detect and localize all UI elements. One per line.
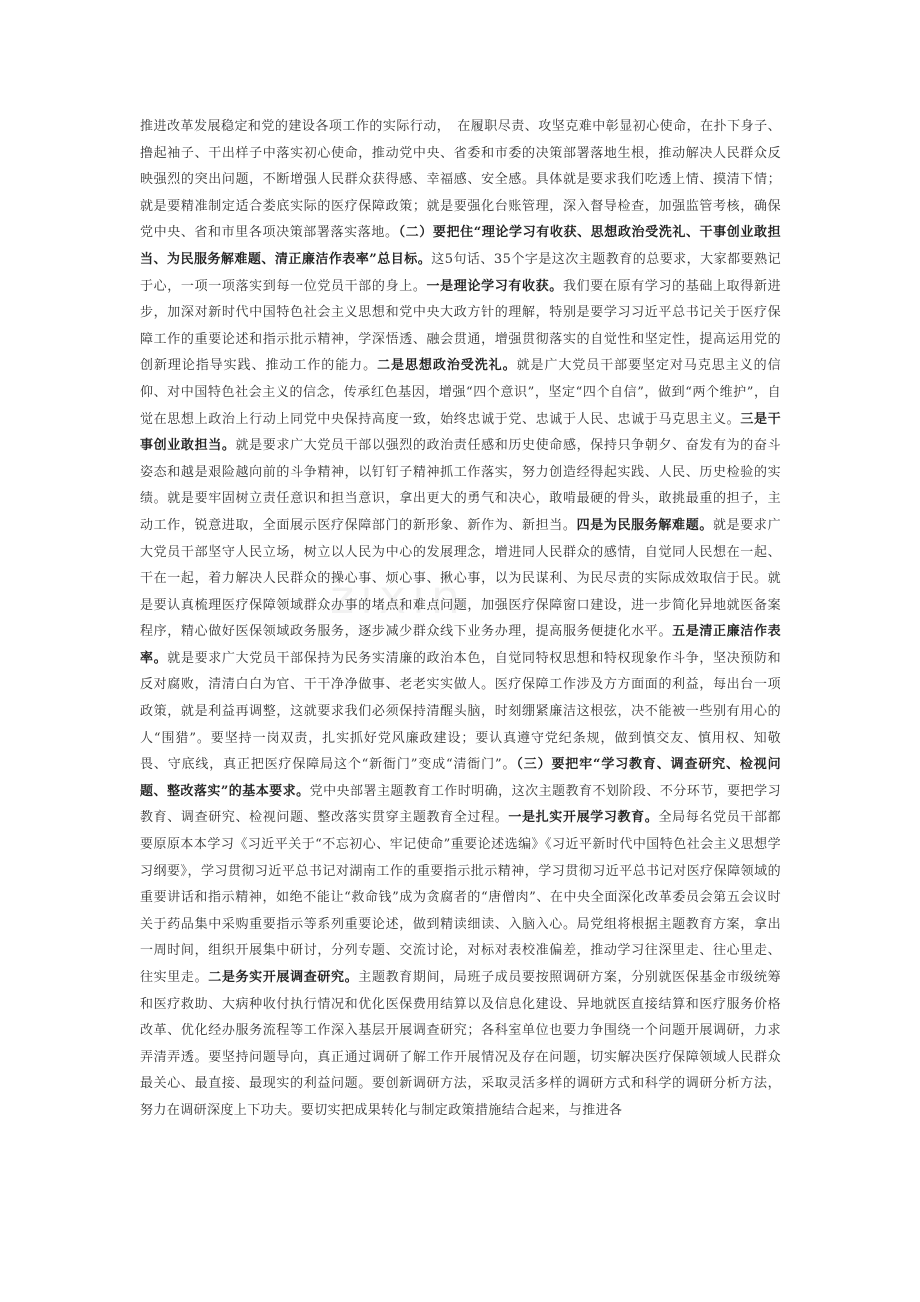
point-heading: 一是扎实开展学习教育。 [508,810,659,826]
point-heading: 三是干事创业敢担当。 [140,411,781,454]
body-text: 就是要求广大党员干部以强烈的政治责任感和历史使命感，保持只争朝夕、奋发有为的奋斗姿态和越是艰险越向前的斗争精神，以钉钉子精神抓工作落实，努力创造经得起实践、人民、历史检验的实绩。就是要牢固树立责任意识和担当意识，拿出更大的勇气和决心，敢啃最硬的骨头，敢挑最重的担子，主动工作，锐意进取，全面展示医疗保障部门的新形象、新作为、新担当。 [140,438,781,533]
body-paragraph [140,114,781,1125]
body-text: 就是要求广大党员干部坚守人民立场，树立以人民为中心的发展理念，增进同人民群众的感情，自觉同人民想在一起、干在一起，着力解决人民群众的操心事、烦心事、揪心事，以为民谋利、为民尽责的实际成效取信于民。就是要认真梳理医疗保障领域群众办事的堵点和难点问题，加强医疗保障窗口建设，进一步简化异地就医备案程序，精心做好医保领域政务服务，逐步减少群众线下业务办理，提高服务便捷化水平。 [140,517,781,640]
point-heading: 二是思想政治受洗礼。 [377,358,517,374]
point-heading: 五是清正廉洁作表率。 [140,624,781,666]
watermark-text: zixin [330,570,467,624]
point-heading: 四是为民服务解难题。 [576,517,713,533]
body-text: 就是要求广大党员干部保持为民务实清廉的政治本色，自觉同特权思想和特权现象作斗争，坚决预防和反对腐败，清清白白为官、干干净净做事、老老实实做人。医疗保障工作涉及方方面面的利益，每出台一项政策，就是利益再调整，这就要求我们必须保持清醒头脑，时刻绷紧廉洁这根弦，决不能被一些别有用心的人“围猎”。要坚持一岗双责，扎实抓好党风廉政建设；要认真遵守党纪条规，做到慎交友、慎用权、知敬畏、守底线，真正把医疗保障局这个“新衙门”变成“清衙门”。 [140,650,781,773]
document-body [140,114,781,1125]
body-text: 这5句话、35个字是这次主题教育的总要求，大家都要熟记于心，一项一项落实到每一位党员干部的身上。 [140,251,781,294]
body-text: 就是广大党员干部要坚定对马克思主义的信仰、对中国特色社会主义的信念，传承红色基因，增强“四个意识”，坚定“四个自信”，做到“两个维护”，自觉在思想上政治上行动上同党中央保持高度一致，始终忠诚于党、忠诚于人民、忠诚于马克思主义。 [140,358,781,427]
section-heading: （二）要把住“理论学习有收获、思想政治受洗礼、干事创业敢担当、为民服务解难题、清正廉洁作表率”总目标。 [140,225,782,267]
point-heading: 二是务实开展调查研究。 [208,970,359,985]
body-text: 推进改革发展稳定和党的建设各项工作的实际行动， 在履职尽责、攻坚克难中彰显初心使命，在扑下身子、撸起袖子、干出样子中落实初心使命，推动党中央、省委和市委的决策部署落地生根，推动解决人民群众反映强烈的突出问题，不断增强人民群众获得感、幸福感、安全感。具体就是要求我们吃透上情、摸清下情；就是要精准制定适合娄底实际的医疗保障政策；就是要强化台账管理，深入督导检查，加强监管考核，确保党中央、省和市里各项决策部署落实落地。 [140,119,781,241]
body-text: 全局每名党员干部都要原原本本学习《习近平关于“不忘初心、牢记使命”重要论述选编》《习近平新时代中国特色社会主义思想学习纲要》，学习贯彻习近平总书记对湖南工作的重要指示批示精神，学习贯彻习近平总书记对医疗保障领域的重要讲话和指示精神，如绝不能让“救命钱”成为贪腐者的“唐僧肉”、在中央全面深化改革委员会第五会议时关于药品集中采购重要指示等系列重要论述，做到精读细读、入脑入心。局党组将根据主题教育方案，拿出一周时间，组织开展集中研讨，分列专题、交流讨论，对标对表校准偏差，推动学习往深里走、往心里走、往实里走。 [140,810,781,985]
point-heading: 一是理论学习有收获。 [426,278,563,294]
body-text: 主题教育期间，局班子成员要按照调研方案，分别就医保基金市级统筹和医疗救助、大病种收付执行情况和优化医保费用结算以及信息化建设、异地就医直接结算和医疗服务价格改革、优化经办服务流程等工作深入基层开展调查研究；各科室单位也要力争围绕一个问题开展调研，力求弄清弄透。要坚持问题导向，真正通过调研了解工作开展情况及存在问题，切实解决医疗保障领域人民群众最关心、最直接、最现实的利益问题。要创新调研方法，采取灵活多样的调研方式和科学的调研分析方法，努力在调研深度上下功夫。要切实把成果转化与制定政策措施结合起来，与推进各 [140,970,781,1118]
section-heading: （三）要把牢“学习教育、调查研究、检视问题、整改落实”的基本要求。 [140,757,781,799]
body-text: 党中央部署主题教育工作时明确，这次主题教育不划阶段、不分环节，要把学习教育、调查研究、检视问题、整改落实贯穿主题教育全过程。 [140,783,781,826]
body-text: 我们要在原有学习的基础上取得新进步，加深对新时代中国特色社会主义思想和党中央大政方针的理解，特别是要学习习近平总书记关于医疗保障工作的重要论述和指示批示精神，学深悟透、融会贯通，增强贯彻落实的自觉性和坚定性，提高运用党的创新理论指导实践、推动工作的能力。 [140,278,781,374]
